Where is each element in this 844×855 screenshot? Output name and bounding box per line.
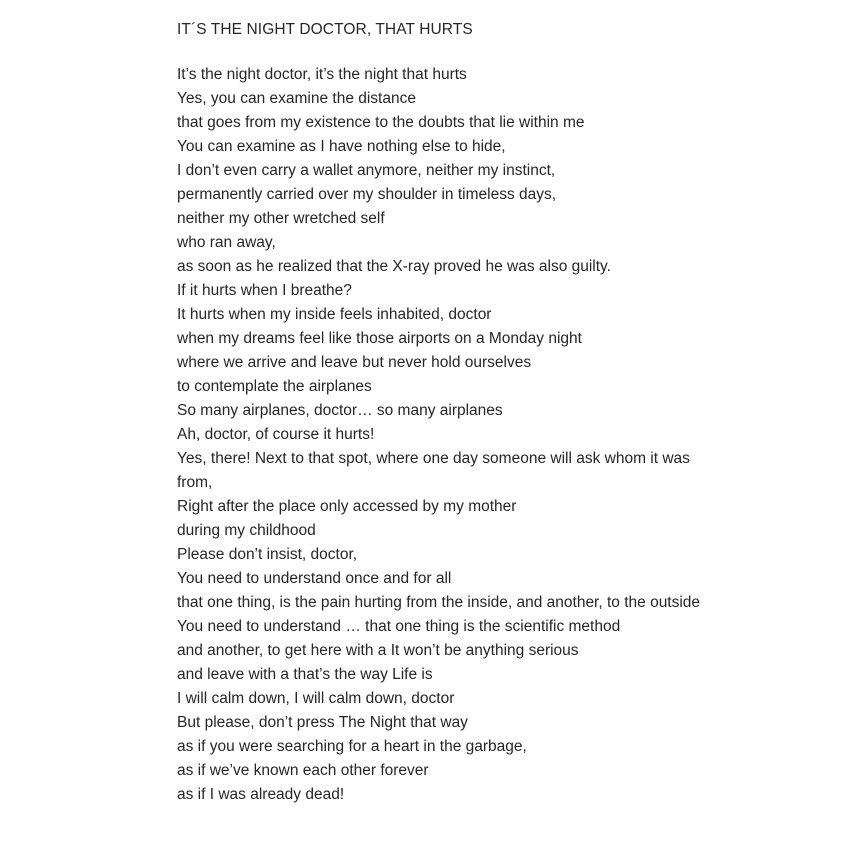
- poem-line: You can examine as I have nothing else to hide,: [177, 138, 506, 155]
- poem-line: and leave with a that’s the way Life is: [177, 666, 433, 683]
- poem-line: So many airplanes, doctor… so many airplanes: [177, 402, 503, 419]
- poem-line: You need to understand … that one thing is the scientific method: [177, 618, 621, 635]
- poem-line: that goes from my existence to the doubts that lie within me: [177, 114, 585, 131]
- poem: [177, 18, 777, 807]
- poem-line: You need to understand once and for all: [177, 570, 452, 587]
- poem-line: Yes, you can examine the distance: [177, 90, 416, 107]
- poem-line: Right after the place only accessed by my mother: [177, 498, 517, 515]
- poem-line: from,: [177, 474, 213, 491]
- poem-line: as if we’ve known each other forever: [177, 762, 429, 779]
- poem-line: If it hurts when I breathe?: [177, 282, 352, 299]
- poem-line: when my dreams feel like those airports on a Monday night: [177, 330, 582, 347]
- poem-line: Yes, there! Next to that spot, where one day someone will ask whom it was: [177, 450, 690, 467]
- poem-line: who ran away,: [177, 234, 276, 251]
- poem-line: where we arrive and leave but never hold ourselves: [177, 354, 532, 371]
- poem-title: IT´S THE NIGHT DOCTOR, THAT HURTS: [177, 21, 473, 38]
- poem-line: I don’t even carry a wallet anymore, neither my instinct,: [177, 162, 556, 179]
- poem-line: to contemplate the airplanes: [177, 378, 372, 395]
- poem-line: as if you were searching for a heart in the garbage,: [177, 738, 527, 755]
- poem-line: It hurts when my inside feels inhabited, doctor: [177, 306, 492, 323]
- poem-line: during my childhood: [177, 522, 316, 539]
- poem-line: neither my other wretched self: [177, 210, 385, 227]
- poem-line: as soon as he realized that the X-ray proved he was also guilty.: [177, 258, 611, 275]
- poem-line: I will calm down, I will calm down, doctor: [177, 690, 455, 707]
- poem-line: It’s the night doctor, it’s the night that hurts: [177, 66, 467, 83]
- poem-line: and another, to get here with a It won’t be anything serious: [177, 642, 579, 659]
- poem-line: Please don’t insist, doctor,: [177, 546, 358, 563]
- poem-line: that one thing, is the pain hurting from the inside, and another, to the outside: [177, 594, 701, 611]
- poem-body: [177, 63, 777, 807]
- poem-line: But please, don’t press The Night that way: [177, 714, 468, 731]
- poem-line: as if I was already dead!: [177, 786, 345, 803]
- poem-line: Ah, doctor, of course it hurts!: [177, 426, 375, 443]
- poem-line: permanently carried over my shoulder in timeless days,: [177, 186, 557, 203]
